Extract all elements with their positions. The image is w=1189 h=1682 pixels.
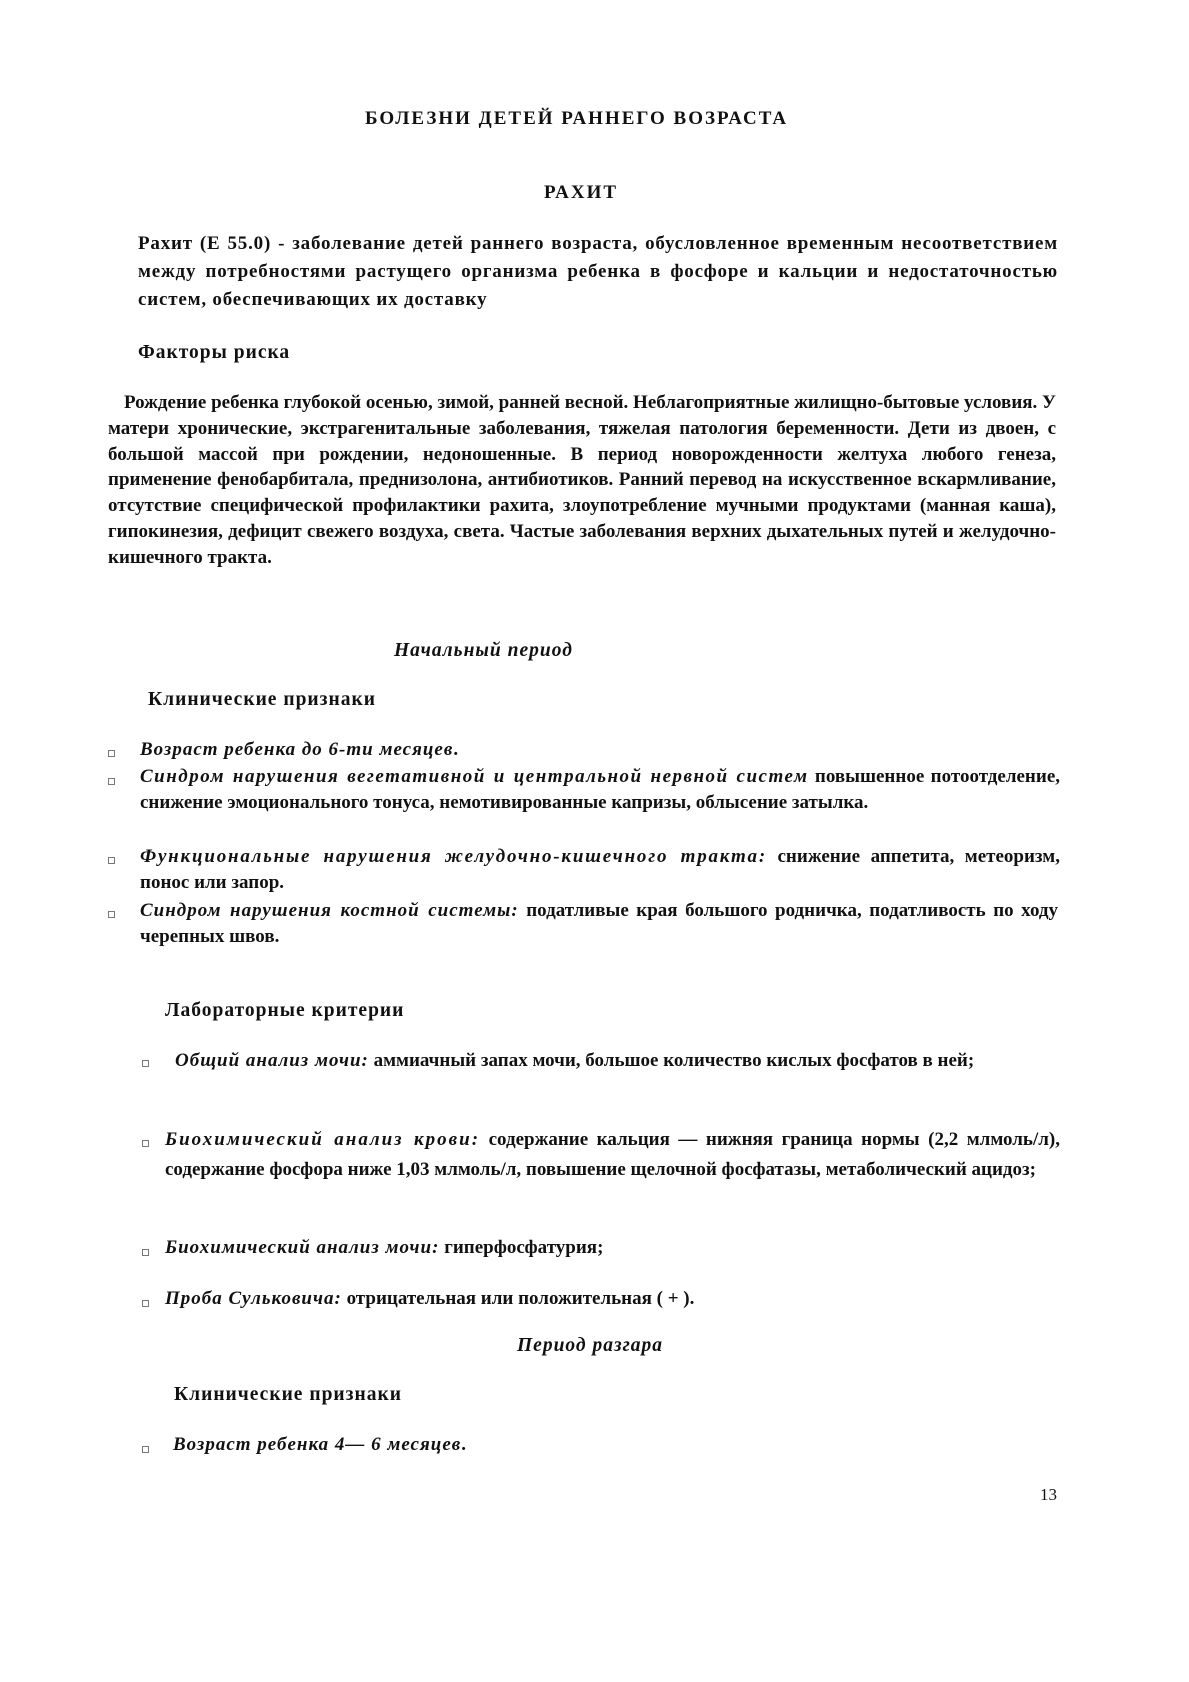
- definition-paragraph: Рахит (Е 55.0) - заболевание детей раннего возраста, обусловленное временным несоответствием между потребностями растущего организма ребенка в фосфоре и кальции и недостаточностью систем, обеспечивающих их доставку: [138, 233, 1058, 310]
- document-title: БОЛЕЗНИ ДЕТЕЙ РАННЕГО ВОЗРАСТА: [365, 108, 789, 129]
- list-item: [173, 1431, 1058, 1459]
- bullet-icon: [142, 1446, 149, 1453]
- bullet-icon: [108, 911, 115, 918]
- initial-period-heading: Начальный период: [394, 640, 573, 661]
- list-item: [175, 1046, 1057, 1076]
- item-text: снижение аппетита, метеоризм, понос или запор.: [140, 846, 1060, 893]
- bullet-icon: [142, 1300, 149, 1307]
- item-label: Биохимический анализ мочи:: [165, 1237, 440, 1258]
- list-item: [165, 1285, 1060, 1313]
- section-title: РАХИТ: [544, 182, 619, 203]
- initial-clinical-heading: Клинические признаки: [148, 689, 376, 710]
- item-label: Синдром нарушения костной системы:: [140, 900, 519, 921]
- item-label: Биохимический анализ крови:: [165, 1129, 481, 1150]
- item-text: гиперфосфатурия;: [444, 1237, 604, 1258]
- bullet-icon: [142, 1140, 149, 1147]
- bullet-icon: [142, 1249, 149, 1256]
- list-item: [165, 1234, 1060, 1262]
- item-text: аммиачный запах мочи, большое количество кислых фосфатов в ней;: [373, 1050, 975, 1071]
- bullet-icon: [108, 857, 115, 864]
- item-label: Общий анализ мочи:: [175, 1050, 369, 1071]
- item-text: повышенное потоотделение, снижение эмоционального тонуса, немотивированные капризы, облысение затылка.: [140, 766, 1061, 813]
- item-label: Возраст ребенка 4— 6 месяцев: [173, 1434, 462, 1455]
- peak-period-heading: Период разгара: [517, 1335, 664, 1356]
- list-item: [140, 898, 1058, 950]
- risk-factors-paragraph: Рождение ребенка глубокой осенью, зимой, ранней весной. Неблагоприятные жилищно-бытовые условия. У матери хронические, экстрагенитальные заболевания, тяжелая патология беременности. Дети из двоен, с большой массой при рождении, недоношенные. В период новорожденности желтуха любого генеза, применение фенобарбитала, преднизолона, антибиотиков. Ранний перевод на искусственное вскармливание, отсутствие специфической профилактики рахита, злоупотребление мучными продуктами (манная каша), гипокинезия, дефицит свежего воздуха, света. Частые заболевания верхних дыхательных путей и желудочно-кишечного тракта.: [108, 392, 1056, 568]
- item-text: .: [461, 1434, 467, 1455]
- bullet-icon: [108, 750, 115, 757]
- list-item: [140, 736, 1058, 764]
- item-text: .: [453, 739, 459, 760]
- item-label: Синдром нарушения вегетативной и центральной нервной систем: [140, 766, 809, 787]
- bullet-icon: [108, 778, 115, 785]
- item-text: содержание кальция — нижняя граница нормы (2,2 млмоль/л), содержание фосфора ниже 1,03 млмоль/л, повышение щелочной фосфатазы, метаболический ацидоз;: [165, 1129, 1060, 1180]
- item-label: Возраст ребенка до 6-ти месяцев: [140, 739, 454, 760]
- bullet-icon: [142, 1060, 149, 1067]
- page-number: 13: [1040, 1485, 1057, 1504]
- item-label: Проба Сульковича:: [165, 1288, 342, 1309]
- list-item: [165, 1125, 1060, 1185]
- peak-clinical-heading: Клинические признаки: [174, 1384, 402, 1405]
- risk-factors-heading: Факторы риска: [138, 342, 291, 363]
- item-text: податливые края большого родничка, податливость по ходу черепных швов.: [140, 900, 1059, 947]
- lab-criteria-heading: Лабораторные критерии: [165, 1000, 405, 1021]
- list-item: [140, 844, 1060, 896]
- item-text: отрицательная или положительная ( + ).: [346, 1288, 695, 1309]
- list-item: [140, 764, 1060, 816]
- item-label: Функциональные нарушения желудочно-кишечного тракта:: [140, 846, 767, 867]
